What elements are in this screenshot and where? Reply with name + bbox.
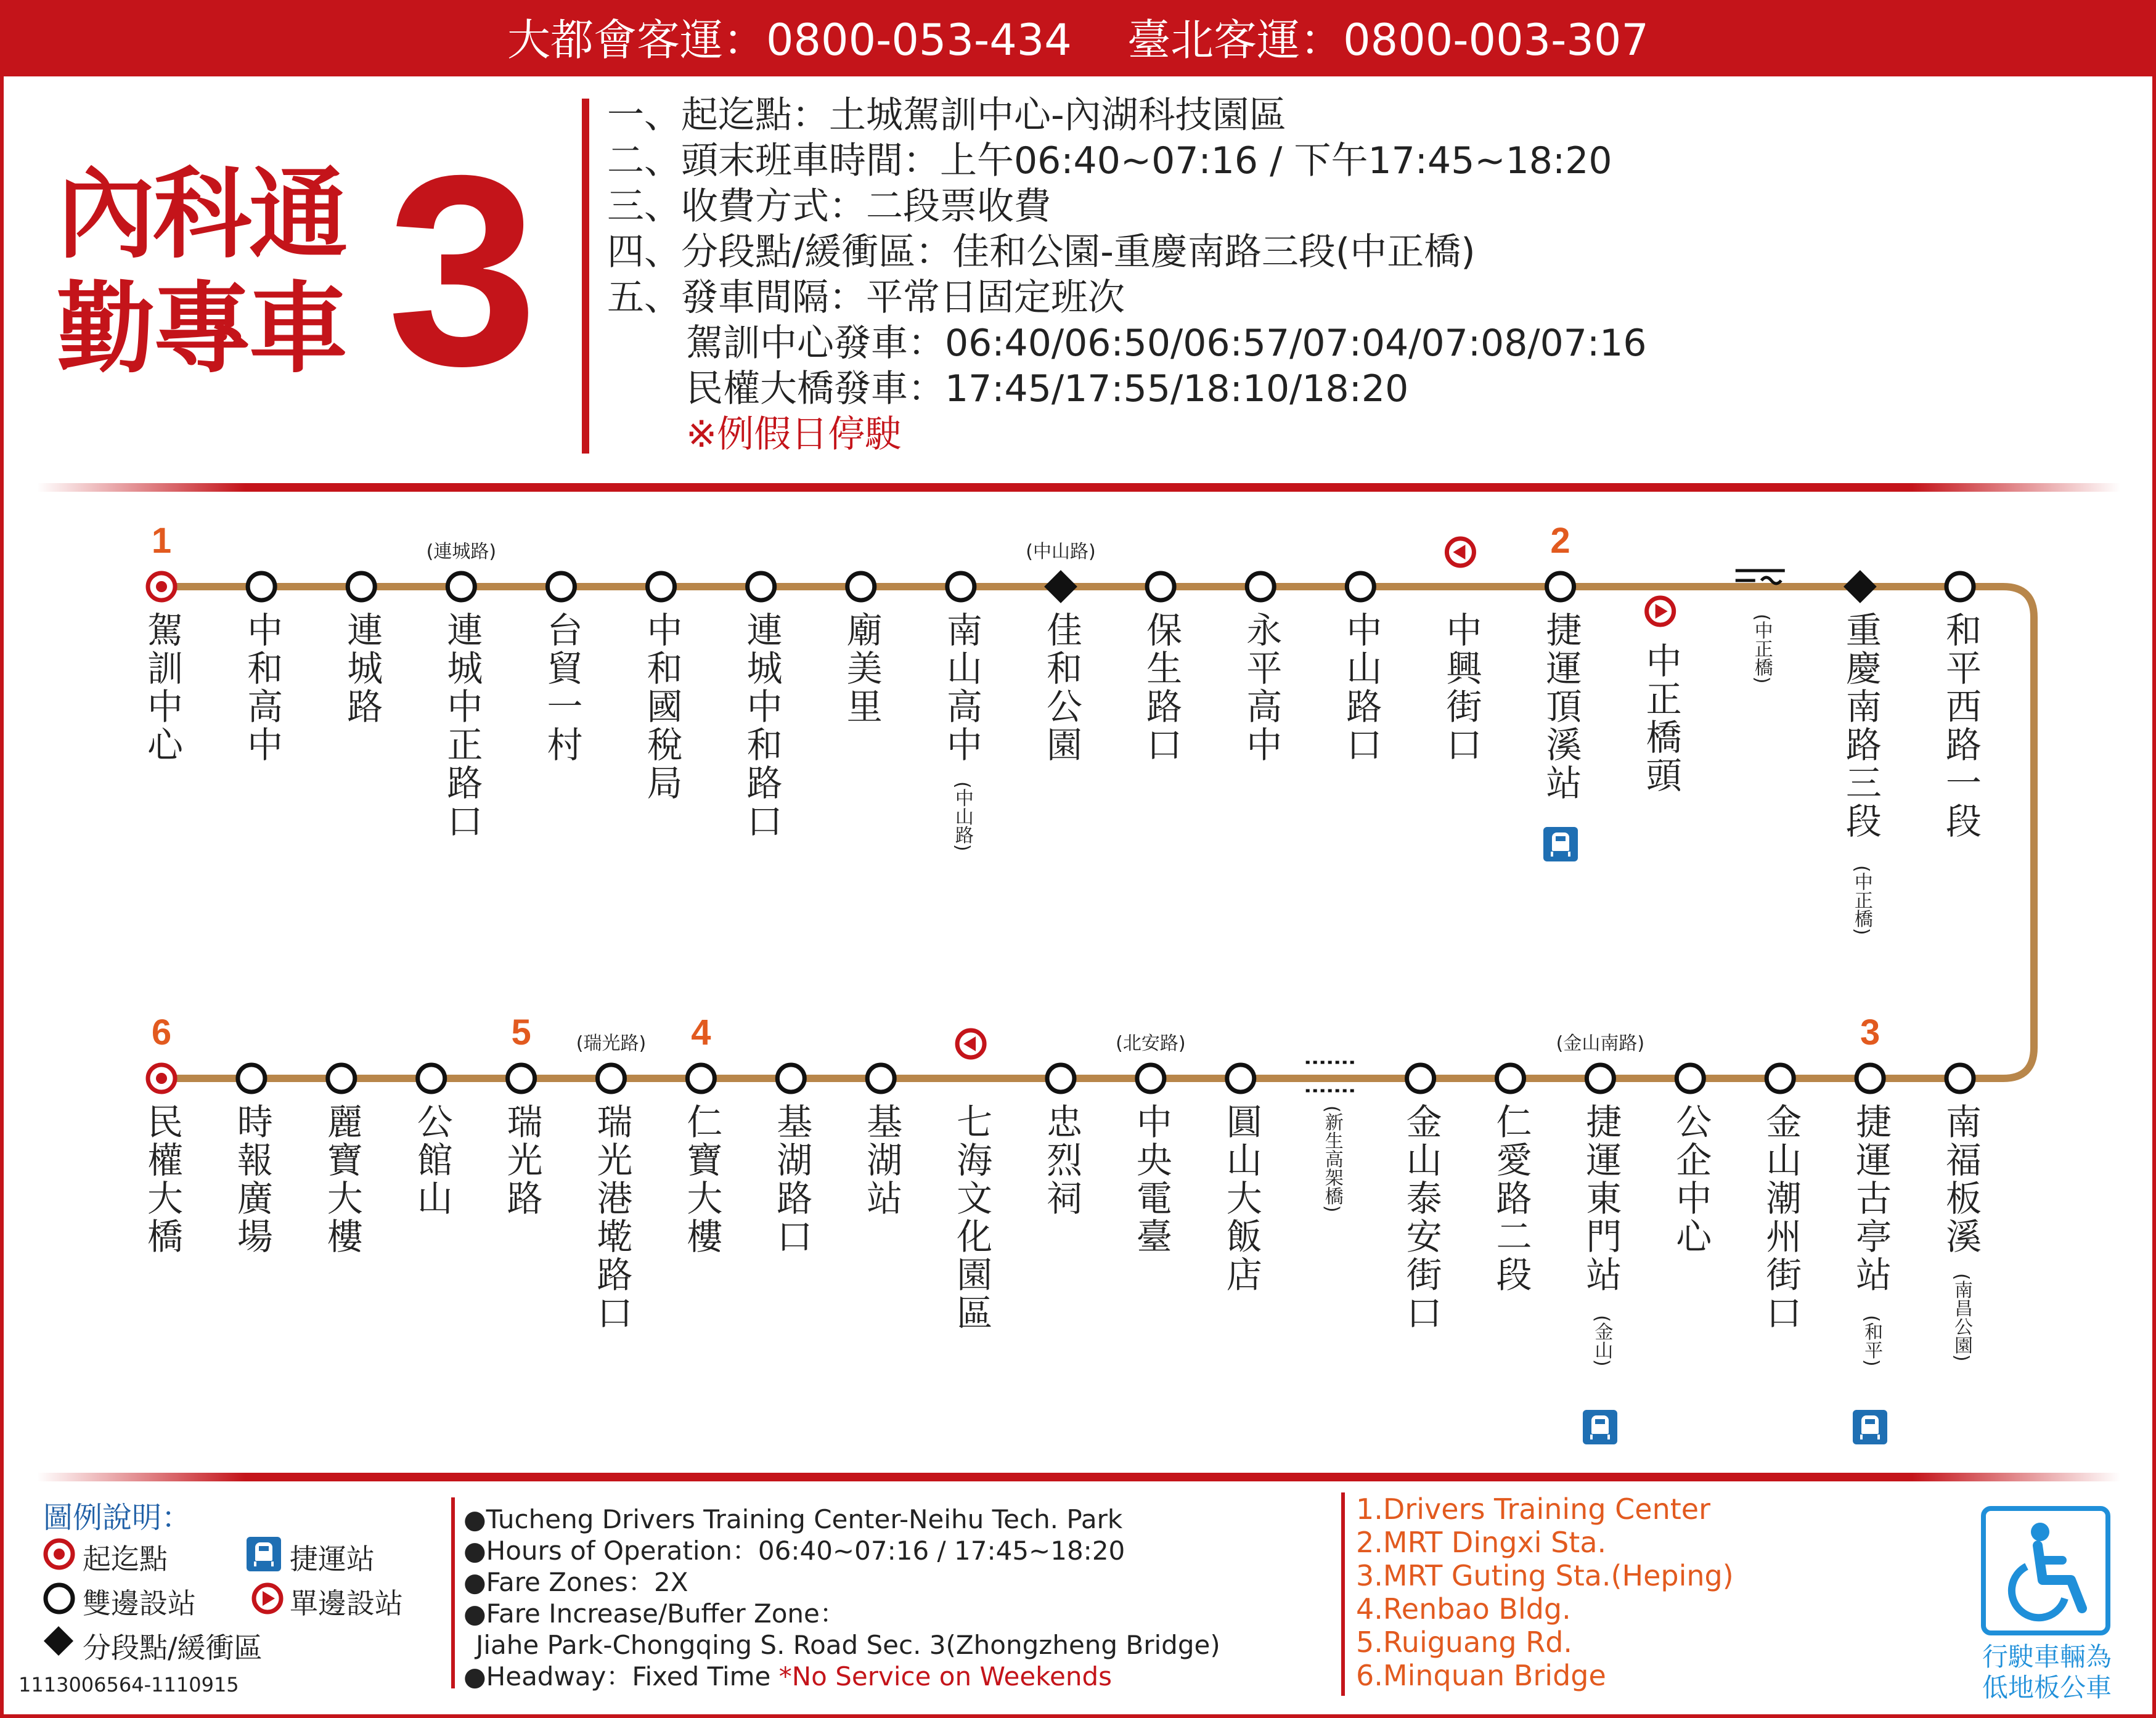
stop-name: 廟美里 bbox=[840, 611, 883, 726]
info-service-hours: 二、頭末班車時間：上午06:40~07:16 / 下午17:45~18:20 bbox=[607, 139, 1612, 182]
legend-oneway-label: 單邊設站 bbox=[290, 1587, 403, 1620]
stop-name: 連城中正路口 bbox=[441, 611, 483, 841]
stop-name: 中興街口 bbox=[1440, 611, 1482, 764]
info-departures-minquan-bridge: 民權大橋發車：17:45/17:55/18:10/18:20 bbox=[686, 367, 1409, 410]
stop-sub-note: (中正橋) bbox=[1850, 865, 1872, 935]
info-fare-method: 三、收費方式：二段票收費 bbox=[607, 185, 1051, 228]
numbered-stops-key bbox=[1356, 1492, 1734, 1692]
stop-name: 連城路 bbox=[341, 611, 383, 726]
stop-name: 捷運東門站 bbox=[1580, 1103, 1622, 1294]
stop-name: 中央電臺 bbox=[1130, 1103, 1172, 1256]
operator-1-hotline: 大都會客運：0800-053-434 bbox=[507, 15, 1072, 65]
stop-marker bbox=[447, 573, 475, 600]
stop-marker bbox=[248, 573, 275, 600]
english-weekend-notice: *No Service on Weekends bbox=[778, 1661, 1113, 1692]
mrt-icon bbox=[1853, 1410, 1887, 1444]
english-buffer-zone-label: ●Fare Increase/Buffer Zone： bbox=[463, 1598, 846, 1629]
operator-2-hotline: 臺北客運：0800-003-307 bbox=[1127, 15, 1649, 65]
stop-marker bbox=[867, 1065, 894, 1092]
legend-terminal-label: 起迄點 bbox=[83, 1542, 168, 1576]
english-hours: ●Hours of Operation：06:40~07:16 / 17:45~18:20 bbox=[463, 1536, 1125, 1566]
wheelchair-icon bbox=[1981, 1506, 2110, 1635]
stop-marker bbox=[508, 1065, 535, 1092]
stop-marker bbox=[1047, 1065, 1074, 1092]
stop-name: 瑞光港墘路口 bbox=[590, 1103, 633, 1332]
road-note: (中山路) bbox=[1026, 541, 1096, 563]
english-endpoints: ●Tucheng Drivers Training Center-Neihu Tech. Park bbox=[463, 1504, 1123, 1534]
stop-name: 中和國稅局 bbox=[640, 611, 683, 802]
info-endpoints: 一、起迄點：土城駕訓中心-內湖科技園區 bbox=[607, 94, 1286, 137]
route-title-line-2: 勤專車 bbox=[57, 271, 346, 386]
stop-marker bbox=[1676, 1065, 1704, 1092]
stop-name: 重慶南路三段 bbox=[1839, 611, 1882, 841]
info-departures-training-center: 駕訓中心發車：06:40/06:50/06:57/07:04/07:08/07:16 bbox=[686, 322, 1647, 365]
info-headway: 五、發車間隔：平常日固定班次 bbox=[607, 276, 1125, 319]
stops-key-divider bbox=[1341, 1492, 1345, 1696]
stop-name: 金山潮州街口 bbox=[1760, 1103, 1802, 1332]
stop-key-6: 6.Minquan Bridge bbox=[1356, 1659, 1606, 1692]
stop-name: 金山泰安街口 bbox=[1400, 1103, 1442, 1332]
stop-marker bbox=[328, 1065, 355, 1092]
info-fare-zone: 四、分段點/緩衝區：佳和公園-重慶南路三段(中正橋) bbox=[607, 230, 1476, 274]
stop-number: 2 bbox=[1550, 521, 1570, 561]
low-floor-line-2: 低地板公車 bbox=[1982, 1672, 2112, 1703]
stop-name: 公企中心 bbox=[1670, 1103, 1712, 1256]
stop-marker bbox=[1227, 1065, 1254, 1092]
stop-name: 連城中和路口 bbox=[740, 611, 783, 841]
stop-marker bbox=[1946, 573, 1974, 600]
mrt-icon bbox=[1583, 1410, 1617, 1444]
english-info-divider bbox=[451, 1497, 455, 1688]
stop-marker bbox=[947, 573, 974, 600]
stop-name: 捷運古亭站 bbox=[1850, 1103, 1892, 1294]
stop-marker bbox=[598, 1065, 625, 1092]
info-weekend-notice: ※例假日停駛 bbox=[686, 413, 902, 456]
road-note: (北安路) bbox=[1116, 1033, 1186, 1054]
stop-name: 仁愛路二段 bbox=[1490, 1103, 1532, 1294]
english-buffer-zone: Jiahe Park-Chongqing S. Road Sec. 3(Zhongzheng Bridge) bbox=[476, 1630, 1220, 1660]
stop-marker bbox=[1856, 1065, 1884, 1092]
stop-sub-note: (金山) bbox=[1591, 1315, 1613, 1367]
stop-marker bbox=[1946, 1065, 1974, 1092]
route-number: 3 bbox=[387, 120, 538, 422]
stop-name: 公館山 bbox=[410, 1103, 453, 1218]
stop-marker bbox=[1766, 1065, 1794, 1092]
low-floor-bus-note bbox=[1966, 1642, 2128, 1703]
stop-name: 佳和公園 bbox=[1040, 611, 1082, 764]
stop-marker bbox=[1247, 573, 1274, 600]
english-fare-zones: ●Fare Zones：2X bbox=[463, 1567, 688, 1597]
stop-icon bbox=[46, 1585, 73, 1612]
stop-name: 中和高中 bbox=[241, 611, 284, 764]
stop-name: 保生路口 bbox=[1140, 611, 1183, 764]
stop-key-1: 1.Drivers Training Center bbox=[1356, 1492, 1710, 1526]
stop-number: 1 bbox=[151, 521, 172, 561]
stop-key-5: 5.Ruiguang Rd. bbox=[1356, 1626, 1573, 1659]
legend-title: 圖例說明： bbox=[43, 1500, 192, 1535]
english-info bbox=[463, 1504, 1220, 1692]
stop-name: 駕訓中心 bbox=[141, 611, 183, 764]
road-note: (連城路) bbox=[426, 541, 497, 563]
stop-marker bbox=[348, 573, 375, 600]
stop-name: 時報廣場 bbox=[231, 1103, 273, 1256]
stop-marker bbox=[847, 573, 875, 600]
stop-number: 5 bbox=[511, 1012, 531, 1052]
stop-key-3: 3.MRT Guting Sta.(Heping) bbox=[1356, 1559, 1734, 1592]
stop-name: 基湖站 bbox=[860, 1103, 903, 1218]
stop-marker bbox=[1147, 573, 1174, 600]
stop-marker bbox=[1586, 1065, 1614, 1092]
stop-marker bbox=[687, 1065, 714, 1092]
stop-name: 捷運頂溪站 bbox=[1540, 611, 1582, 802]
stop-name: 南福板溪 bbox=[1940, 1103, 1982, 1256]
stop-key-2: 2.MRT Dingxi Sta. bbox=[1356, 1526, 1607, 1559]
stop-name: 中正橋頭 bbox=[1639, 642, 1682, 795]
stop-marker bbox=[1497, 1065, 1524, 1092]
stop-sub-note: (新生高架橋) bbox=[1321, 1105, 1343, 1213]
stop-marker bbox=[547, 573, 574, 600]
stop-number: 4 bbox=[691, 1012, 711, 1052]
bridge-icon bbox=[1736, 571, 1785, 584]
stop-key-4: 4.Renbao Bldg. bbox=[1356, 1592, 1571, 1626]
stop-marker bbox=[748, 573, 775, 600]
stop-name: 民權大橋 bbox=[141, 1103, 183, 1256]
stop-marker bbox=[1547, 573, 1574, 600]
route-title-line-1: 內科通 bbox=[57, 157, 346, 272]
stop-marker bbox=[1137, 1065, 1164, 1092]
stop-sub-note: (中正橋) bbox=[1750, 614, 1773, 684]
stop-sub-note: (中山路) bbox=[951, 781, 973, 852]
mrt-icon bbox=[1543, 827, 1578, 861]
legend-mrt-label: 捷運站 bbox=[290, 1542, 375, 1576]
stop-name: 台貿一村 bbox=[541, 611, 583, 764]
terminal-marker-dot bbox=[156, 1073, 167, 1084]
stop-marker bbox=[648, 573, 675, 600]
english-headway: ●Headway：Fixed Time *No Service on Weekends bbox=[463, 1661, 1113, 1692]
terminal-marker-dot bbox=[156, 581, 167, 592]
stop-marker bbox=[238, 1065, 265, 1092]
stop-number: 6 bbox=[151, 1012, 172, 1052]
road-note: (瑞光路) bbox=[576, 1033, 647, 1054]
stop-name: 南山高中 bbox=[940, 611, 982, 764]
stop-name: 和平西路一段 bbox=[1940, 611, 1982, 841]
stop-name: 仁寶大樓 bbox=[680, 1103, 723, 1256]
stop-name: 麗寶大樓 bbox=[321, 1103, 363, 1256]
stop-sub-note: (南昌公園) bbox=[1951, 1273, 1972, 1362]
zone-marker bbox=[1844, 570, 1877, 603]
stop-name: 七海文化園區 bbox=[950, 1103, 993, 1332]
stop-marker bbox=[418, 1065, 445, 1092]
low-floor-line-1: 行駛車輛為 bbox=[1982, 1642, 2112, 1672]
legend-zone-label: 分段點/緩衝區 bbox=[83, 1631, 263, 1664]
stop-marker bbox=[1407, 1065, 1434, 1092]
stop-marker bbox=[1347, 573, 1374, 600]
zone-diamond-icon bbox=[44, 1626, 73, 1656]
stop-name: 永平高中 bbox=[1240, 611, 1283, 764]
stop-name: 基湖路口 bbox=[770, 1103, 813, 1256]
road-note: (金山南路) bbox=[1556, 1033, 1645, 1054]
stop-name: 中山路口 bbox=[1340, 611, 1382, 764]
stop-name: 忠烈祠 bbox=[1040, 1103, 1082, 1218]
stop-number: 3 bbox=[1860, 1012, 1880, 1052]
legend-both-label: 雙邊設站 bbox=[83, 1587, 196, 1620]
stop-marker bbox=[777, 1065, 804, 1092]
document-code: 1113006564-1110915 bbox=[18, 1673, 239, 1696]
stop-name: 圓山大飯店 bbox=[1220, 1103, 1262, 1294]
zone-marker bbox=[1044, 570, 1077, 603]
stop-sub-note: (和平) bbox=[1861, 1315, 1883, 1367]
stop-name: 瑞光路 bbox=[500, 1103, 543, 1218]
mrt-icon bbox=[247, 1537, 281, 1571]
